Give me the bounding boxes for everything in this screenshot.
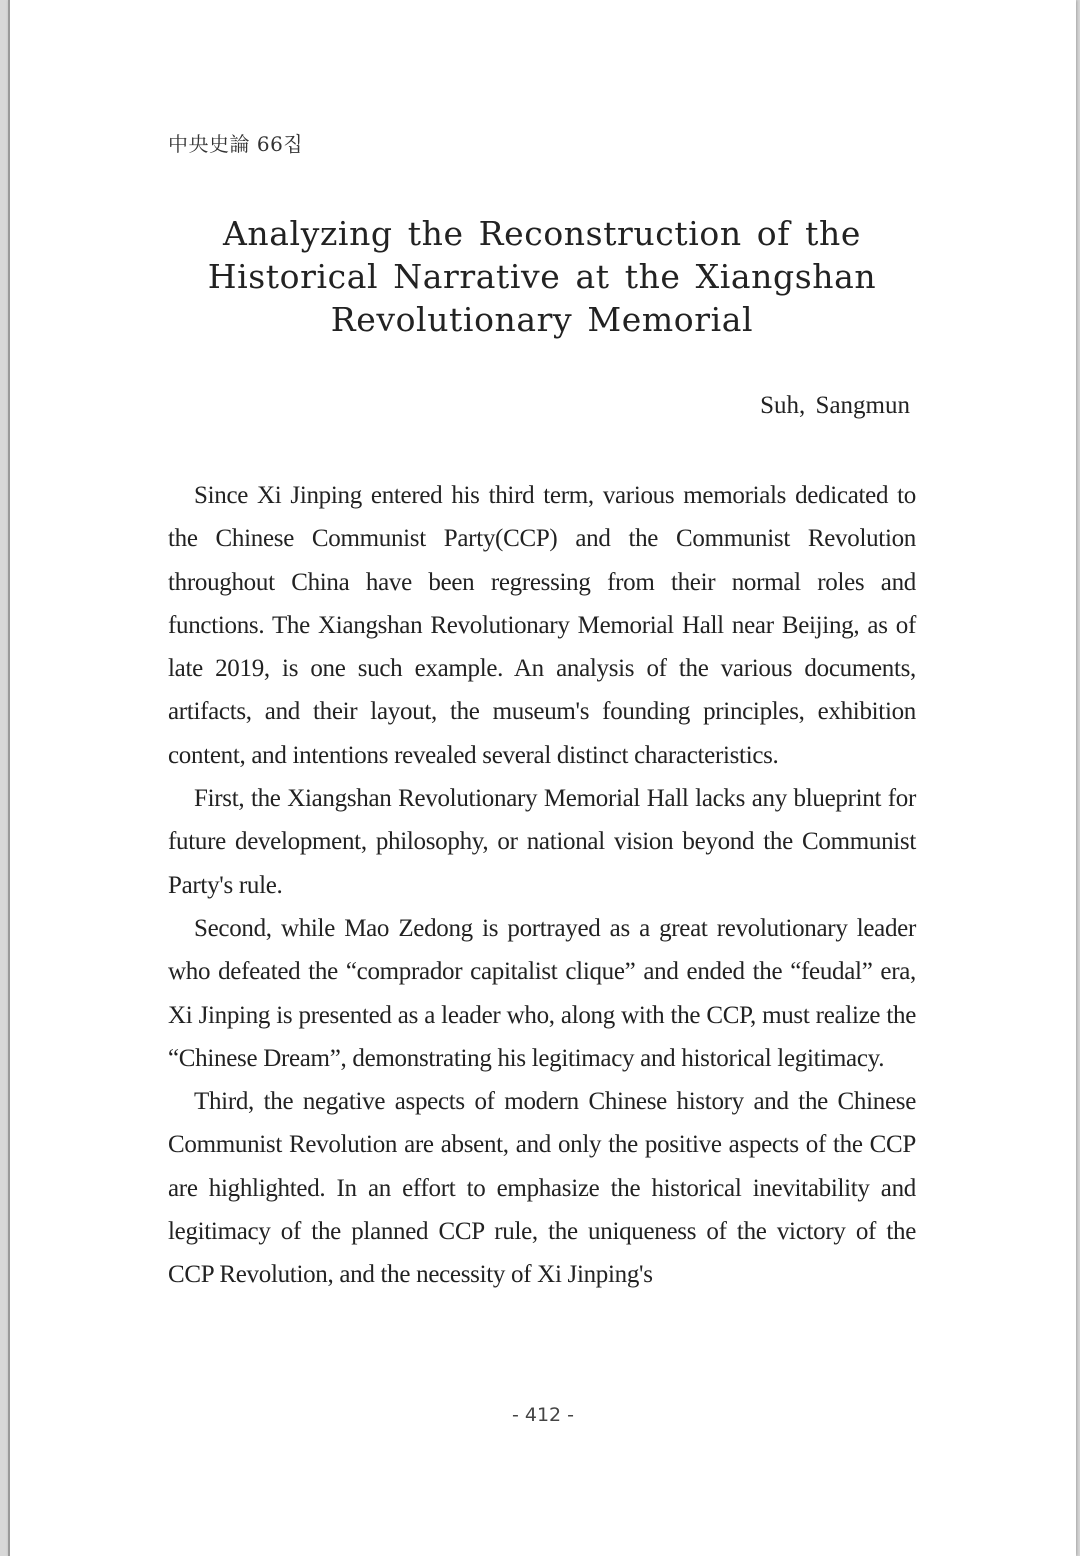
journal-header: 中央史論 66집: [168, 132, 304, 156]
abstract-body: [168, 474, 916, 1297]
paragraph: Since Xi Jinping entered his third term, various memorials dedicated to the Chinese Communist Party(CCP) and the Communist Revolution throughout China have been regressing from their normal roles and functions. The Xiangshan Revolutionary Memorial Hall near Beijing, as of late 2019, is one such example. An analysis of the various documents, artifacts, and their layout, the museum's founding principles, exhibition content, and intentions revealed several distinct characteristics.: [168, 482, 916, 769]
paragraph: First, the Xiangshan Revolutionary Memorial Hall lacks any blueprint for future development, philosophy, or national vision beyond the Communist Party's rule.: [168, 785, 916, 899]
article-title: Analyzing the Reconstruction of the Historical Narrative at the Xiangshan Revolutionary Memorial: [207, 214, 877, 339]
article-author: Suh, Sangmun: [760, 392, 910, 419]
document-page: [8, 0, 1076, 1556]
paragraph: Second, while Mao Zedong is portrayed as a great revolutionary leader who defeated the “comprador capitalist clique” and ended the “feudal” era, Xi Jinping is presented as a leader who, along with the CCP, must realize the “Chinese Dream”, demonstrating his legitimacy and historical legitimacy.: [168, 914, 916, 1072]
page-number: - 412 -: [511, 1404, 575, 1426]
paragraph: Third, the negative aspects of modern Chinese history and the Chinese Communist Revolution are absent, and only the positive aspects of the CCP are highlighted. In an effort to emphasize the historical inevitability and legitimacy of the planned CCP rule, the uniqueness of the victory of the CCP Revolution, and the necessity of Xi Jinping's: [168, 1088, 916, 1289]
